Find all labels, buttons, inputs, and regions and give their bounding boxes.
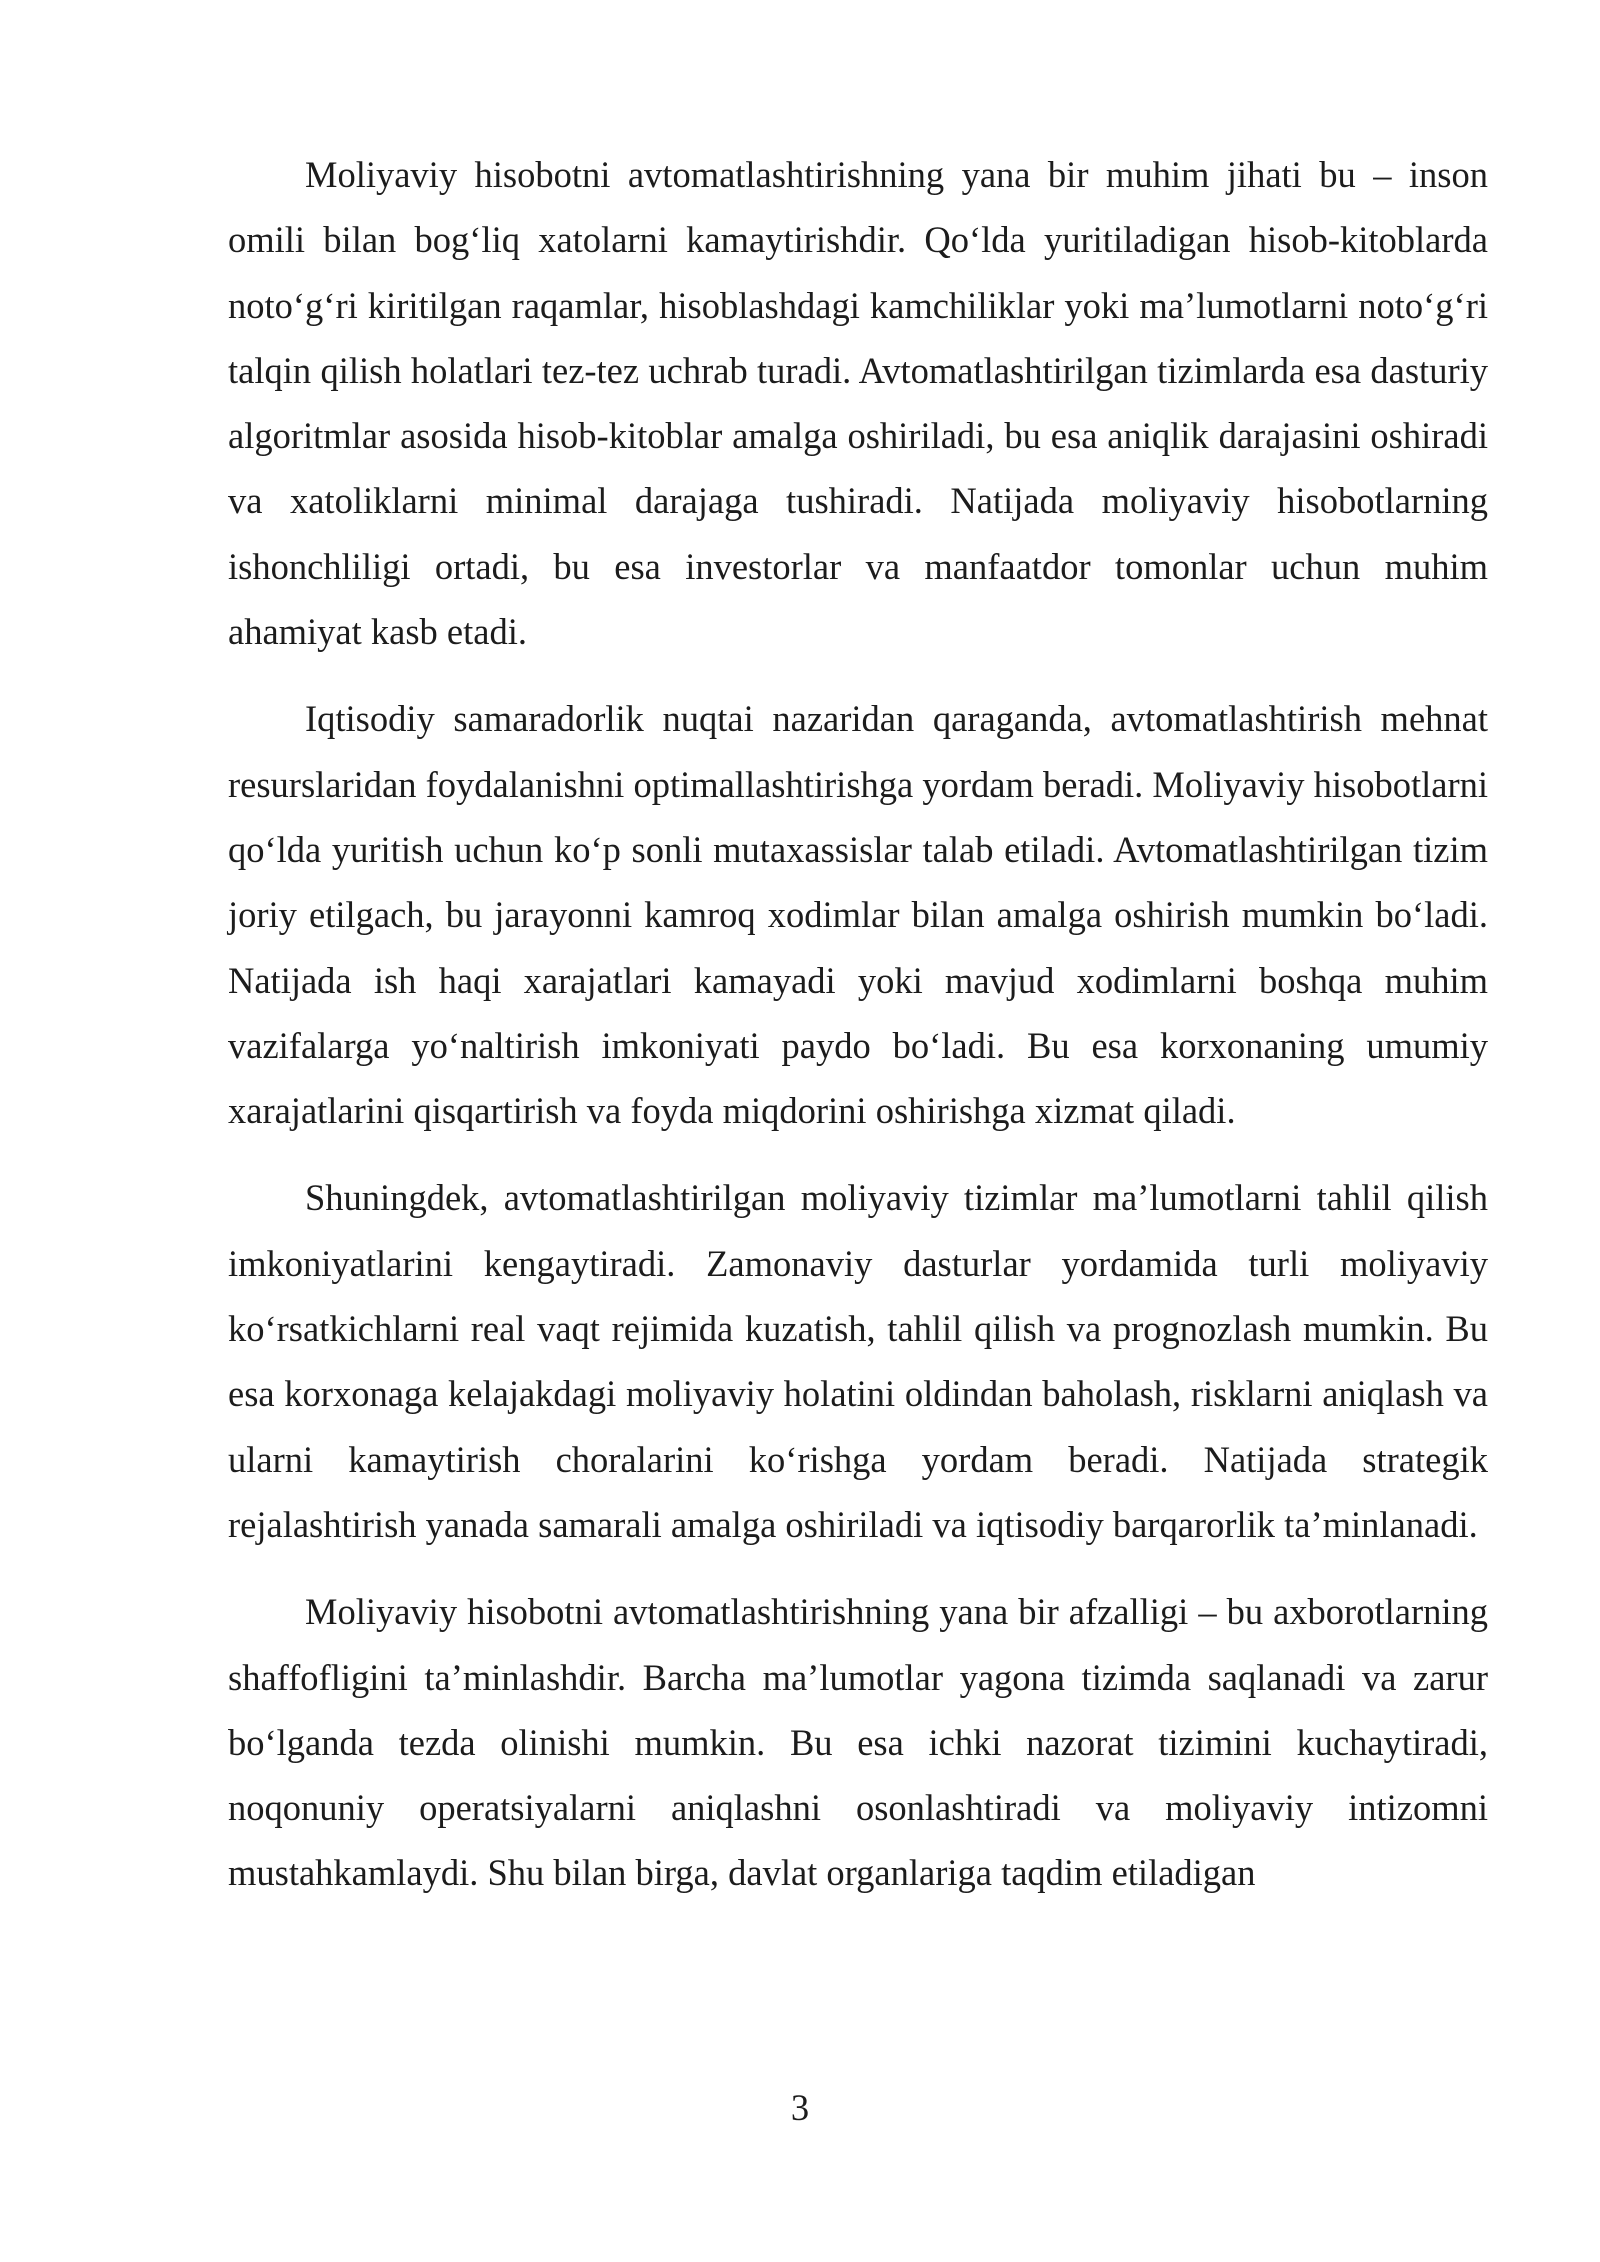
- page-body: [228, 142, 1488, 1928]
- paragraph-4: Moliyaviy hisobotni avtomatlashtirishning yana bir afzalligi – bu axborotlarning shaffofligini ta’minlashdir. Barcha ma’lumotlar yagona tizimda saqlanadi va zarur bo‘lganda tezda olinishi mumkin. Bu esa ichki nazorat tizimini kuchaytiradi, noqonuniy operatsiyalarni aniqlashni osonlashtiradi va moliyaviy intizomni mustahkamlaydi. Shu bilan birga, davlat organlariga taqdim etiladigan: [228, 1591, 1488, 1894]
- paragraph-3: Shuningdek, avtomatlashtirilgan moliyaviy tizimlar ma’lumotlarni tahlil qilish imkoniyatlarini kengaytiradi. Zamonaviy dasturlar yordamida turli moliyaviy ko‘rsatkichlarni real vaqt rejimida kuzatish, tahlil qilish va prognozlash mumkin. Bu esa korxonaga kelajakdagi moliyaviy holatini oldindan baholash, risklarni aniqlash va ularni kamaytirish choralarini ko‘rishga yordam beradi. Natijada strategik rejalashtirish yanada samarali amalga oshiriladi va iqtisodiy barqarorlik ta’minlanadi.: [228, 1177, 1488, 1545]
- paragraph-1: Moliyaviy hisobotni avtomatlashtirishning yana bir muhim jihati bu – inson omili bilan bog‘liq xatolarni kamaytirishdir. Qo‘lda yuritiladigan hisob-kitoblarda noto‘g‘ri kiritilgan raqamlar, hisoblashdagi kamchiliklar yoki ma’lumotlarni noto‘g‘ri talqin qilish holatlari tez-tez uchrab turadi. Avtomatlashtirilgan tizimlarda esa dasturiy algoritmlar asosida hisob-kitoblar amalga oshiriladi, bu esa aniqlik darajasini oshiradi va xatoliklarni minimal darajaga tushiradi. Natijada moliyaviy hisobotlarning ishonchliligi ortadi, bu esa investorlar va manfaatdor tomonlar uchun muhim ahamiyat kasb etadi.: [228, 154, 1488, 653]
- paragraph-2: Iqtisodiy samaradorlik nuqtai nazaridan qaraganda, avtomatlashtirish mehnat resurslaridan foydalanishni optimallashtirishga yordam beradi. Moliyaviy hisobotlarni qo‘lda yuritish uchun ko‘p sonli mutaxassislar talab etiladi. Avtomatlashtirilgan tizim joriy etilgach, bu jarayonni kamroq xodimlar bilan amalga oshirish mumkin bo‘ladi. Natijada ish haqi xarajatlari kamayadi yoki mavjud xodimlarni boshqa muhim vazifalarga yo‘naltirish imkoniyati paydo bo‘ladi. Bu esa korxonaning umumiy xarajatlarini qisqartirish va foyda miqdorini oshirishga xizmat qiladi.: [228, 698, 1488, 1132]
- page-number: 3: [790, 2087, 810, 2128]
